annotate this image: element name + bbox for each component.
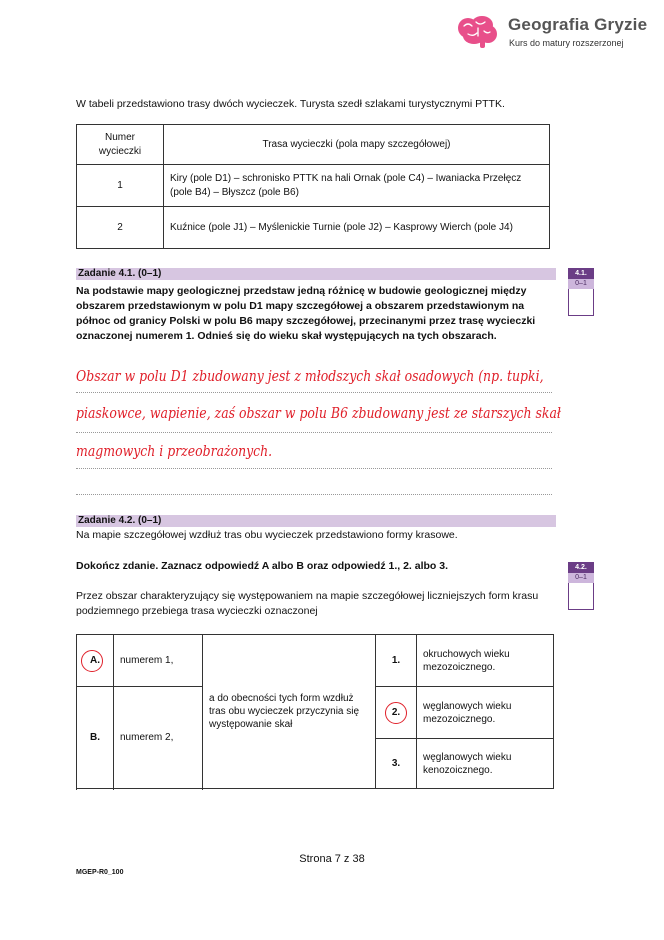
routes-table (76, 124, 550, 249)
option-number: 2. (391, 707, 401, 718)
option-3-cell[interactable] (376, 739, 417, 789)
table-row (77, 207, 550, 249)
option-3-text: węglanowych wieku kenozoicznego. (417, 739, 554, 789)
table-row (77, 165, 550, 207)
handwritten-answer-line: Obszar w polu D1 zbudowany jest z młodszych skał osadowych (np. tupki, (76, 369, 544, 385)
option-2-text: węglanowych wieku mezozoicznego. (417, 687, 554, 739)
task-4-2-stem: Przez obszar charakteryzujący się występowaniem na mapie szczegółowej liczniejszych form krasu podziemnego przebiega trasa wycieczki oznaczonej (76, 590, 539, 617)
answer-options-table (76, 634, 554, 789)
score-field[interactable] (568, 583, 594, 610)
option-number: 3. (391, 758, 401, 769)
option-a-text: numerem 1, (114, 635, 203, 687)
header-route: Trasa wycieczki (pola mapy szczegółowej) (164, 125, 550, 165)
score-range: 0–1 (568, 279, 594, 289)
handwritten-answer-line: piaskowce, wapienie, zaś obszar w polu B6 zbudowany jest ze starszych skał (76, 406, 561, 422)
option-b-cell[interactable] (77, 687, 114, 789)
score-range: 0–1 (568, 573, 594, 583)
option-1-text: okruchowych wieku mezozoicznego. (417, 635, 554, 687)
score-field[interactable] (568, 289, 594, 316)
task-4-1-question: Na podstawie mapy geologicznej przedstaw jedną różnicę w budowie geologicznej między obszarem przedstawionym w polu D1 mapy szczegółowej a obszarem przedstawionym na północ od granicy Polski w polu B6 mapy szczegółowej, przecinanymi przez trasę wycieczki oznaczonej numerem 1. Odnieś się do wieku skał występujących na tych obszarach. (76, 285, 536, 342)
route-description: Kiry (pole D1) – schronisko PTTK na hali Ornak (pole C4) – Iwaniacka Przełęcz (pole B4) – Błyszcz (pole B6) (164, 165, 550, 207)
option-b-text: numerem 2, (114, 687, 203, 789)
brand-tagline: Kurs do matury rozszerzonej (509, 38, 624, 48)
task-4-2-instruction: Dokończ zdanie. Zaznacz odpowiedź A albo B oraz odpowiedź 1., 2. albo 3. (76, 560, 449, 572)
answer-dotted-line (76, 392, 552, 393)
answer-dotted-line (76, 468, 552, 469)
score-id: 4.1. (568, 268, 594, 279)
answer-dotted-line (76, 432, 552, 433)
score-box-4-2 (568, 562, 594, 610)
option-2-cell[interactable] (376, 687, 417, 739)
option-number: 1. (391, 655, 401, 666)
route-description: Kuźnice (pole J1) – Myślenickie Turnie (pole J2) – Kasprowy Wierch (pole J4) (164, 207, 550, 249)
task-4-2-title: Zadanie 4.2. (0–1) (76, 515, 556, 527)
brand-logo (456, 12, 656, 52)
page-number: Strona 7 z 38 (299, 853, 365, 865)
table-header-row (77, 125, 550, 165)
option-letter: B. (90, 732, 100, 743)
option-a-cell[interactable] (77, 635, 114, 687)
option-1-cell[interactable] (376, 635, 417, 687)
score-id: 4.2. (568, 562, 594, 573)
answer-dotted-line (76, 494, 552, 495)
brand-name: Geografia Gryzie (508, 15, 648, 34)
brain-icon (456, 14, 498, 50)
task-4-1-title: Zadanie 4.1. (0–1) (76, 268, 556, 280)
document-code: MGEP-R0_100 (76, 869, 124, 876)
header-number: Numer wycieczki (77, 125, 164, 165)
intro-text: W tabeli przedstawiono trasy dwóch wycieczek. Turysta szedł szlakami turystycznymi PTTK. (76, 98, 505, 110)
task-4-2-intro: Na mapie szczegółowej wzdłuż tras obu wycieczek przedstawiono formy krasowe. (76, 529, 458, 541)
handwritten-answer-line: magmowych i przeobrażonych. (76, 444, 273, 460)
score-box-4-1 (568, 268, 594, 316)
option-letter: A. (90, 655, 100, 666)
route-number: 1 (77, 165, 164, 207)
route-number: 2 (77, 207, 164, 249)
middle-text: a do obecności tych form wzdłuż tras obu wycieczek przyczynia się występowanie skał (203, 635, 376, 789)
